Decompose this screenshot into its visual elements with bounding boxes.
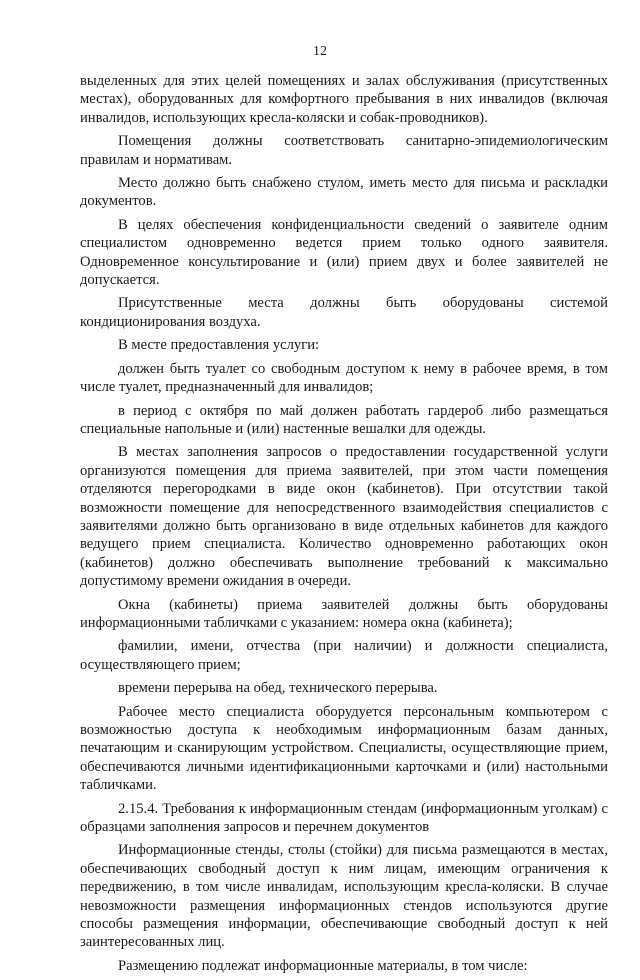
paragraph: должен быть туалет со свободным доступом к нему в рабочее время, в том числе туалет, предназначенный для инвалидов; [80,360,608,396]
paragraph: Рабочее место специалиста оборудуется персональным компьютером с возможностью доступа к необходимым информационным базам данных, печатающим и сканирующим устройством. Специалисты, осуществляющие прием, обеспечиваются личными идентификационными карточками и (или) настольными табличками. [80,703,608,794]
paragraph: В месте предоставления услуги: [118,337,320,354]
paragraph: Помещения должны соответствовать санитарно-эпидемиологическим правилам и нормативам. [80,133,608,168]
page-number: 12 [313,44,327,59]
paragraph: В местах заполнения запросов о предоставлении государственной услуги организуются помещения для приема заявителей, при этом части помещения отделяются перегородками в виде окон (кабинетов). При отсутствии такой возможности помещение для непосредственного взаимодействия специалистов с заявителями должно быть организовано в виде отдельных кабинетов для каждого ведущего прием специалиста. Количество одновременно работающих окон (кабинетов) должно обеспечивать выполнение требований к максимально допустимому времени ожидания в очереди. [80,444,608,590]
section-heading: 2.15.4. Требования к информационным стендам (информационным уголкам) с образцами заполнения запросов и перечнем документов [80,800,608,836]
document-body [80,72,608,980]
paragraph: Присутственные места должны быть оборудованы системой кондиционирования воздуха. [80,295,608,330]
paragraph: Размещению подлежат информационные материалы, в том числе: [118,957,528,974]
paragraph: В целях обеспечения конфиденциальности сведений о заявителе одним специалистом одновременно ведется прием только одного заявителя. Одновременное консультирование и (или) прием двух и более заявителей не допускается. [80,216,608,289]
paragraph: фамилии, имени, отчества (при наличии) и должности специалиста, осуществляющего прием; [80,638,608,673]
paragraph: Информационные стенды, столы (стойки) для письма размещаются в местах, обеспечивающих свободный доступ к ним лицам, имеющим ограничения к передвижению, в том числе инвалидам, использующим кресла-коляски. В случае невозможности размещения информационных стендов используются другие способы размещения информации, обеспечивающие свободный доступ к ней заинтересованных лиц. [80,842,608,951]
paragraph: Место должно быть снабжено стулом, иметь место для письма и раскладки документов. [80,175,608,210]
paragraph: выделенных для этих целей помещениях и залах обслуживания (присутственных местах), оборудованных для комфортного пребывания в них инвалидов (включая инвалидов, использующих кресла-коляски и собак-проводников). [80,73,608,126]
paragraph: в период с октября по май должен работать гардероб либо размещаться специальные напольные и (или) настенные вешалки для одежды. [80,402,608,437]
paragraph: Окна (кабинеты) приема заявителей должны быть оборудованы информационными табличками с указанием: номера окна (кабинета); [80,596,608,631]
paragraph: времени перерыва на обед, технического перерыва. [118,680,438,697]
